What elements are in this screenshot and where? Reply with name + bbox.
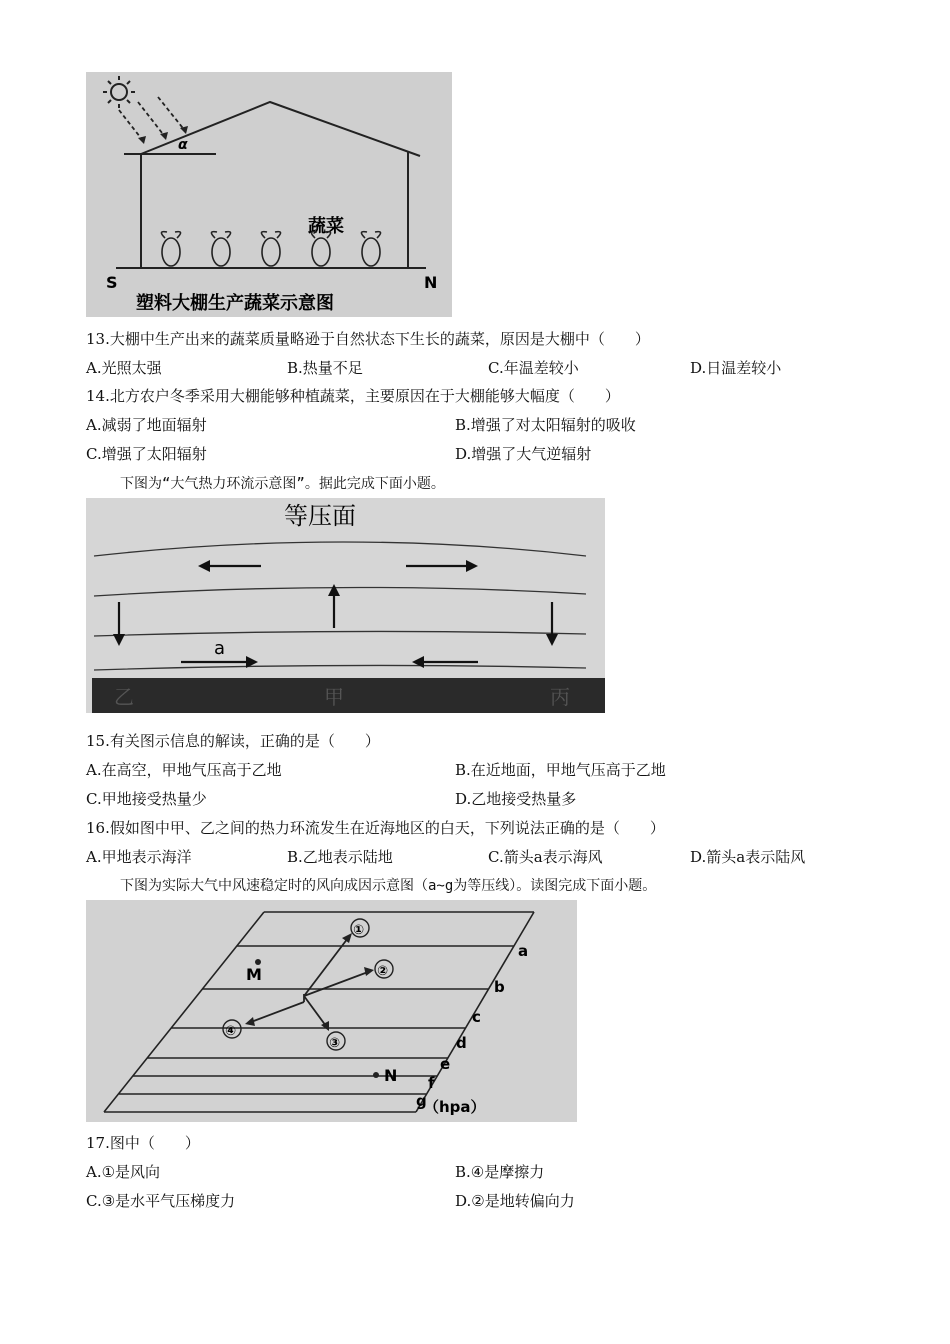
q15-option-a[interactable]: A.在高空，甲地气压高于乙地 bbox=[86, 761, 282, 779]
ground-label-jia: 甲 bbox=[324, 685, 344, 709]
arrow-label-4: ④ bbox=[225, 1024, 237, 1039]
vegetable-icons bbox=[161, 232, 380, 266]
q16-option-c[interactable]: C.箭头a表示海风 bbox=[488, 848, 603, 866]
q17-option-c[interactable]: C.③是水平气压梯度力 bbox=[86, 1192, 236, 1210]
south-label: S bbox=[106, 273, 118, 292]
isobar-label-e: e bbox=[440, 1055, 451, 1073]
ground-band bbox=[92, 678, 605, 713]
q17-option-d[interactable]: D.②是地转偏向力 bbox=[455, 1192, 575, 1210]
point-n-label: N bbox=[384, 1066, 398, 1085]
circulation-arrows bbox=[113, 560, 558, 668]
question-14-stem: 14.北方农户冬季采用大棚能够种植蔬菜，主要原因在于大棚能够大幅度（ ） bbox=[86, 387, 620, 405]
ground-label-yi: 乙 bbox=[114, 685, 134, 709]
q14-option-d[interactable]: D.增强了大气逆辐射 bbox=[455, 445, 592, 463]
north-label: N bbox=[424, 273, 438, 292]
isobaric-lines bbox=[94, 542, 586, 670]
force-arrows bbox=[245, 933, 374, 1031]
isobar-label-b: b bbox=[494, 978, 505, 996]
arrow-a-label: a bbox=[214, 638, 226, 659]
q14-option-b[interactable]: B.增强了对太阳辐射的吸收 bbox=[455, 416, 636, 434]
greenhouse-figure bbox=[86, 72, 452, 317]
q16-option-a[interactable]: A.甲地表示海洋 bbox=[86, 848, 192, 866]
q13-option-a[interactable]: A.光照太强 bbox=[86, 359, 162, 377]
q14-option-c[interactable]: C.增强了太阳辐射 bbox=[86, 445, 207, 463]
unit-label: （hpa） bbox=[424, 1098, 486, 1116]
isobaric-surface-title: 等压面 bbox=[284, 502, 356, 530]
intro-figure-2: 下图为“大气热力环流示意图”。据此完成下面小题。 bbox=[120, 476, 445, 492]
q17-option-b[interactable]: B.④是摩擦力 bbox=[455, 1163, 545, 1181]
isobar-label-f: f bbox=[428, 1074, 435, 1092]
q13-option-b[interactable]: B.热量不足 bbox=[287, 359, 363, 377]
q17-option-a[interactable]: A.①是风向 bbox=[86, 1163, 161, 1181]
sun-icon bbox=[103, 76, 135, 108]
arrow-label-2: ② bbox=[377, 964, 389, 979]
figure-title: 塑料大棚生产蔬菜示意图 bbox=[136, 293, 334, 314]
thermal-circulation-figure bbox=[86, 498, 605, 713]
sun-rays bbox=[119, 97, 186, 142]
angle-label: α bbox=[178, 137, 188, 153]
q15-option-c[interactable]: C.甲地接受热量少 bbox=[86, 790, 207, 808]
q16-option-d[interactable]: D.箭头a表示陆风 bbox=[690, 848, 806, 866]
greenhouse-outline bbox=[116, 102, 426, 268]
q15-option-d[interactable]: D.乙地接受热量多 bbox=[455, 790, 577, 808]
wind-direction-figure bbox=[86, 900, 577, 1122]
isobar-label-g: g bbox=[416, 1092, 427, 1110]
isobar-label-d: d bbox=[456, 1034, 467, 1052]
q16-option-b[interactable]: B.乙地表示陆地 bbox=[287, 848, 393, 866]
isobar-grid bbox=[104, 912, 534, 1112]
isobar-label-c: c bbox=[472, 1008, 481, 1026]
arrow-label-3: ③ bbox=[329, 1036, 341, 1051]
q14-option-a[interactable]: A.减弱了地面辐射 bbox=[86, 416, 207, 434]
point-m-label: M bbox=[246, 965, 262, 984]
q15-option-b[interactable]: B.在近地面，甲地气压高于乙地 bbox=[455, 761, 666, 779]
q13-option-c[interactable]: C.年温差较小 bbox=[488, 359, 579, 377]
point-n-marker bbox=[373, 1072, 379, 1078]
arrow-label-1: ① bbox=[353, 923, 365, 938]
intro-figure-3: 下图为实际大气中风速稳定时的风向成因示意图（a~g为等压线）。读图完成下面小题。 bbox=[120, 878, 657, 894]
question-15-stem: 15.有关图示信息的解读，正确的是（ ） bbox=[86, 732, 380, 750]
vegetable-label: 蔬菜 bbox=[308, 216, 344, 237]
ground-label-bing: 丙 bbox=[550, 685, 570, 709]
q13-option-d[interactable]: D.日温差较小 bbox=[690, 359, 782, 377]
question-17-stem: 17.图中（ ） bbox=[86, 1134, 200, 1152]
question-16-stem: 16.假如图中甲、乙之间的热力环流发生在近海地区的白天，下列说法正确的是（ ） bbox=[86, 819, 665, 837]
question-13-stem: 13.大棚中生产出来的蔬菜质量略逊于自然状态下生长的蔬菜，原因是大棚中（ ） bbox=[86, 330, 650, 348]
isobar-label-a: a bbox=[518, 942, 529, 960]
